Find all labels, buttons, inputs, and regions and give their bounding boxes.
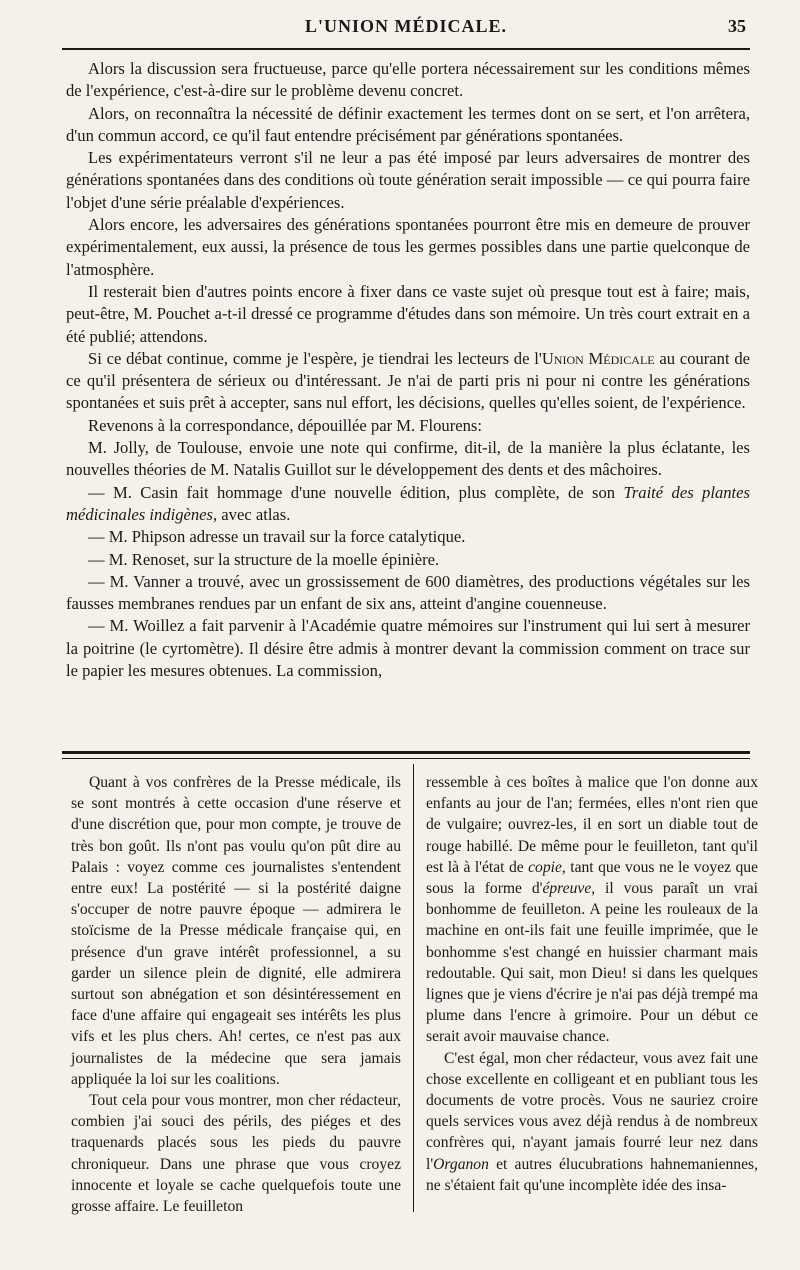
feuilleton-left-column <box>71 772 401 1217</box>
organon-word: Organon <box>433 1155 489 1173</box>
paragraph-1: Alors la discussion sera fructueuse, parce qu'elle portera nécessairement sur les conditions mêmes de l'expérience, c'est-à-dire sur le problème devenu concret. <box>66 59 750 101</box>
paragraph-10: — M. Phipson adresse un travail sur la force catalytique. <box>88 527 466 547</box>
feuilleton-right-column <box>426 772 758 1196</box>
feuilleton-left-paragraph-1: Quant à vos confrères de la Presse médicale, ils se sont montrés à cette occasion d'une réserve et d'une discrétion que, pour mon compte, je trouve de très bon goût. Ils n'ont pas voulu qu'on pût dire au Palais : voyez comme ces journalistes s'entendent entre eux! La postérité — si la postérité daigne s'occuper de notre pauvre époque — admirera le stoïcisme de la Presse médicale française qui, en présence d'un grave intérêt professionnel, a su garder un silence plein de dignité, elle admirera surtout son abnégation et son désintéressement en face d'une affaire qui engageait ses intérêts les plus vifs et les plus chers. Ah! certes, ce n'est pas aux journalistes de la médecine que sera jamais appliquée la loi sur les coalitions. <box>71 774 401 1088</box>
paragraph-11: — M. Renoset, sur la structure de la moelle épinière. <box>88 549 440 569</box>
paragraph-6 <box>66 348 750 415</box>
copie-word: copie <box>528 858 562 876</box>
column-divider <box>413 764 414 1212</box>
main-article <box>66 58 750 682</box>
paragraph-6-text-b: au courant de ce qu'il présentera de sérieux ou d'intéressant. Je n'ai de parti pris ni pour ni contre les générations spontanées et suis prêt à accepter, sans nul effort, les décisions, quelles qu'elles soient, de l'expérience. <box>66 348 751 413</box>
paragraph-4: Alors encore, les adversaires des générations spontanées pourront être mis en demeure de prouver expérimentalement, eux aussi, la présence de tous les germes possibles dans une partie quelconque de l'atmosphère. <box>66 215 750 279</box>
feuilleton-right-paragraph-2 <box>426 1048 758 1196</box>
feuilleton-rule-thin <box>62 758 750 759</box>
feuilleton-right-paragraph-1 <box>426 772 758 1048</box>
page-header <box>62 14 750 44</box>
epreuve-word: épreuve <box>542 880 592 898</box>
paragraph-12: — M. Vanner a trouvé, avec un grossissement de 600 diamètres, des productions végétales sur les fausses membranes rendues par un enfant de six ans, atteint d'angine couenneuse. <box>66 571 750 614</box>
paragraph-2: Alors, on reconnaîtra la nécessité de définir exactement les termes dont on se sert, et l'on arrêtera, d'un commun accord, ce qu'il faut entendre précisément par générations spontanées. <box>66 103 750 145</box>
paragraph-5: Il resterait bien d'autres points encore à fixer dans ce vaste sujet où presque tout est à faire; mais, peut-être, M. Pouchet a-t-il dressé ce programme d'études dans son mémoire. Un très court extrait en a été publié; attendons. <box>66 281 750 346</box>
paragraph-8: M. Jolly, de Toulouse, envoie une note qui confirme, dit-il, de la manière la plus éclatante, les nouvelles théories de M. Natalis Guillot sur le développement des dents et des mâchoires. <box>66 438 750 480</box>
header-rule <box>62 48 750 50</box>
paragraph-6-text-a: Si ce débat continue, comme je l'espère, je tiendrai les lecteurs de l' <box>88 348 542 368</box>
feuilleton-right-p1-a: ressemble à ces boîtes à malice que l'on donne aux enfants au jour de l'an; fermées, elles n'ont rien que de vulgaire; ouvrez-les, il en sort un diable tout de rouge habillé. De même pour le feuilleton, tant qu'il est là à l'état de <box>426 774 758 876</box>
paragraph-9 <box>66 482 750 527</box>
book-title: Traité des plantes médicinales indigènes, <box>66 482 750 524</box>
journal-title: L'UNION MÉDICALE. <box>304 16 508 36</box>
paragraph-3: Les expérimentateurs verront s'il ne leur a pas été imposé par leurs adversaires de montrer des générations spontanées dans des conditions où toute génération serait impossible — ce qui pourra faire l'objet d'une série préalable d'expériences. <box>66 148 750 212</box>
feuilleton-right-p1-b: , tant que vous ne le voyez que sous la forme d' <box>426 858 759 898</box>
paragraph-9-text-a: — M. Casin fait hommage d'une nouvelle édition, plus complète, de son <box>88 482 624 502</box>
feuilleton-right-p1-c: , il vous paraît un vrai bonhomme de feuilleton. A peine les rouleaux de la machine en ont-ils fait une feuille imprimée, que le bonhomme s'est changé en huissier charmant mais redoutable. Qui sait, mon Dieu! si dans les quelques lignes que je viens d'écrire je n'ai pas déjà trempé ma plume dans l'encre à grimoire. Pour un début ce serait avoir mauvaise chance. <box>426 880 758 1046</box>
paragraph-9-text-b: avec atlas. <box>217 504 291 524</box>
feuilleton-left-paragraph-2: Tout cela pour vous montrer, mon cher rédacteur, combien j'ai souci des périls, des piéges et des traquenards placés sous les pieds du pauvre chroniqueur. Dans une phrase que vous croyez innocente et loyale se cache quelquefois toute une grosse affaire. Le feuilleton <box>71 1092 401 1216</box>
paragraph-13: — M. Woillez a fait parvenir à l'Académie quatre mémoires sur l'instrument qui lui sert à mesurer la poitrine (le cyrtomètre). Il désire être admis à montrer devant la commission comment on trace sur le papier les mesures obtenues. La commission, <box>66 616 750 681</box>
paragraph-7: Revenons à la correspondance, dépouillée par M. Flourens: <box>88 415 482 435</box>
feuilleton-right-p2-a: C'est égal, mon cher rédacteur, vous avez fait une chose excellente en colligeant et en publiant tous les documents de votre procès. Vous ne sauriez croire quels services vous avez déjà rendus à de nombreux confrères qui, n'ayant jamais fourré leur nez dans l' <box>426 1049 758 1173</box>
page-number: 35 <box>728 16 746 36</box>
journal-name: Union Médicale <box>541 348 655 368</box>
feuilleton-right-p2-b: et autres élucubrations hahnemaniennes, ne s'étaient fait qu'une incomplète idée des insa- <box>426 1155 758 1194</box>
